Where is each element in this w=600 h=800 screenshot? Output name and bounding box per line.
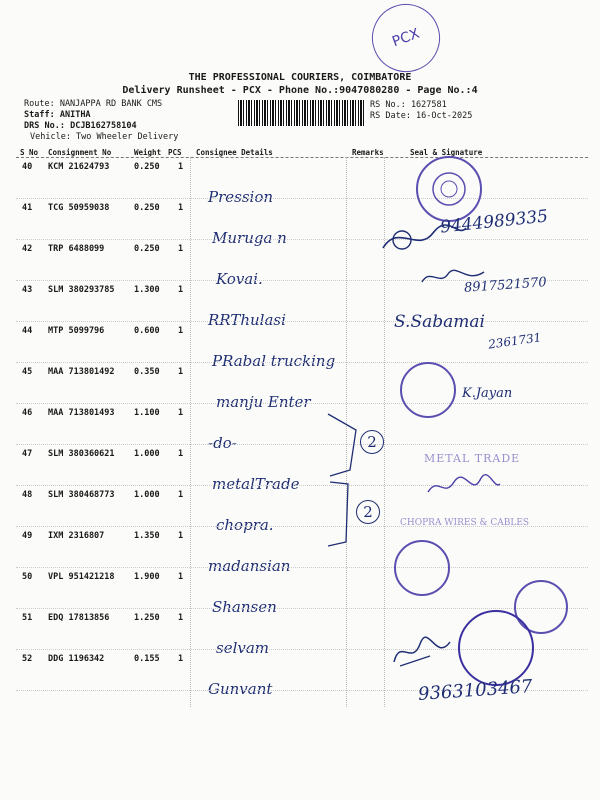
round-seal-stamp xyxy=(400,362,456,418)
phone-annotation-3: 9363103467 xyxy=(417,676,534,705)
row-pcs: 1 xyxy=(178,449,184,459)
row-sno: 51 xyxy=(22,613,33,623)
staff-name: ANITHA xyxy=(59,110,91,120)
bracket-lines xyxy=(326,410,366,560)
row-consignee-handwritten: -do- xyxy=(208,434,237,452)
row-pcs: 1 xyxy=(178,244,184,254)
row-consignment-no: IXM 2316807 xyxy=(48,531,105,541)
col-weight: Weight xyxy=(134,148,162,157)
row-pcs: 1 xyxy=(178,326,184,336)
metal-trade-stamp: METAL TRADE xyxy=(424,452,521,465)
row-weight: 1.900 xyxy=(134,572,160,582)
vehicle-text: Vehicle: Two Wheeler Delivery xyxy=(30,132,179,142)
route-text: Route: NANJAPPA RD BANK CMS xyxy=(24,99,163,109)
row-weight: 0.250 xyxy=(134,203,160,213)
signature-scribble xyxy=(378,218,468,258)
barcode xyxy=(238,100,366,126)
bracket-count-2: 2 xyxy=(356,500,380,524)
row-consignee-handwritten: Shansen xyxy=(212,598,277,616)
runsheet-subtitle: Delivery Runsheet - PCX - Phone No.:9047080280 - Page No.:4 xyxy=(122,85,478,96)
row-consignment-no: MAA 713801493 xyxy=(48,408,115,418)
round-seal-stamp xyxy=(458,610,534,686)
seal-emblem-icon xyxy=(429,169,469,209)
col-pcs: PCS xyxy=(168,148,182,157)
row-divider xyxy=(16,608,588,609)
row-weight: 0.350 xyxy=(134,367,160,377)
row-pcs: 1 xyxy=(178,490,184,500)
row-weight: 1.350 xyxy=(134,531,160,541)
row-consignee-handwritten: chopra. xyxy=(216,516,274,534)
chopra-stamp: CHOPRA WIRES & CABLES xyxy=(400,518,530,528)
row-sno: 40 xyxy=(22,162,33,172)
row-sno: 43 xyxy=(22,285,33,295)
number-annotation: 2361731 xyxy=(487,330,543,352)
row-divider xyxy=(16,198,588,199)
row-consignment-no: TRP 6488099 xyxy=(48,244,105,254)
row-pcs: 1 xyxy=(178,162,184,172)
row-divider xyxy=(16,321,588,322)
col-consignment: Consignment No xyxy=(48,148,112,157)
col-remarks: Remarks xyxy=(352,148,384,157)
sign-annotation-1: S.Sabamai xyxy=(394,312,485,332)
bracket-count-1: 2 xyxy=(360,430,384,454)
round-seal-stamp xyxy=(394,540,450,596)
row-sno: 50 xyxy=(22,572,33,582)
col-sno: S No xyxy=(20,148,39,157)
row-weight: 1.300 xyxy=(134,285,160,295)
row-consignee-handwritten: Kovai. xyxy=(216,270,263,288)
row-consignment-no: DDG 1196342 xyxy=(48,654,105,664)
row-consignment-no: EDQ 17813856 xyxy=(48,613,110,623)
row-pcs: 1 xyxy=(178,613,184,623)
drs-number: DCJB162758104 xyxy=(70,121,137,131)
row-consignment-no: SLM 380293785 xyxy=(48,285,115,295)
row-weight: 0.155 xyxy=(134,654,160,664)
drs-line xyxy=(24,121,137,132)
row-consignee-handwritten: selvam xyxy=(216,639,270,657)
row-consignment-no: SLM 380468773 xyxy=(48,490,115,500)
row-sno: 44 xyxy=(22,326,33,336)
row-consignment-no: KCM 21624793 xyxy=(48,162,110,172)
row-divider xyxy=(16,444,588,445)
row-pcs: 1 xyxy=(178,203,184,213)
row-pcs: 1 xyxy=(178,531,184,541)
row-pcs: 1 xyxy=(178,367,184,377)
row-sno: 45 xyxy=(22,367,33,377)
rs-date: RS Date: 16-Oct-2025 xyxy=(370,111,473,121)
row-weight: 1.000 xyxy=(134,490,160,500)
header-rule xyxy=(16,157,588,158)
round-seal-stamp xyxy=(416,156,482,222)
row-consignee-handwritten: RRThulasi xyxy=(208,311,286,329)
row-consignee-handwritten: PRabal trucking xyxy=(212,352,336,370)
row-sno: 47 xyxy=(22,449,33,459)
row-sno: 41 xyxy=(22,203,33,213)
row-weight: 1.250 xyxy=(134,613,160,623)
row-weight: 0.250 xyxy=(134,162,160,172)
phone-annotation-2: 8917521570 xyxy=(463,275,548,296)
row-consignee-handwritten: manju Enter xyxy=(216,393,311,411)
row-consignment-no: TCG 50959038 xyxy=(48,203,110,213)
row-pcs: 1 xyxy=(178,654,184,664)
signature-scribble xyxy=(390,632,460,672)
row-sno: 48 xyxy=(22,490,33,500)
row-divider xyxy=(16,567,588,568)
row-sno: 42 xyxy=(22,244,33,254)
pcx-stamp: PCX xyxy=(362,0,449,82)
row-divider xyxy=(16,362,588,363)
row-sno: 49 xyxy=(22,531,33,541)
row-weight: 1.100 xyxy=(134,408,160,418)
signature-scribble xyxy=(424,472,504,502)
row-pcs: 1 xyxy=(178,285,184,295)
staff-label: Staff: xyxy=(24,110,55,120)
row-divider xyxy=(16,403,588,404)
row-consignment-no: MAA 713801492 xyxy=(48,367,115,377)
company-title: THE PROFESSIONAL COURIERS, COIMBATORE xyxy=(188,72,412,83)
staff-line xyxy=(24,110,91,121)
row-pcs: 1 xyxy=(178,408,184,418)
row-consignee-handwritten: Gunvant xyxy=(208,680,273,698)
phone-annotation-1: 9444989335 xyxy=(439,206,549,238)
row-pcs: 1 xyxy=(178,572,184,582)
row-consignment-no: MTP 5099796 xyxy=(48,326,105,336)
initial-scribble xyxy=(418,266,488,288)
row-consignment-no: VPL 951421218 xyxy=(48,572,115,582)
row-consignee-handwritten: metalTrade xyxy=(212,475,300,493)
row-weight: 1.000 xyxy=(134,449,160,459)
row-weight: 0.250 xyxy=(134,244,160,254)
row-consignee-handwritten: madansian xyxy=(208,557,291,575)
drs-label: DRS No.: xyxy=(24,121,65,131)
row-sno: 52 xyxy=(22,654,33,664)
row-consignment-no: SLM 380360621 xyxy=(48,449,115,459)
row-consignee-handwritten: Muruga n xyxy=(212,229,287,247)
row-divider xyxy=(16,239,588,240)
sign-annotation-2: K.Jayan xyxy=(462,386,513,401)
col-consignee: Consignee Details xyxy=(196,148,273,157)
row-consignee-handwritten: Pression xyxy=(208,188,274,206)
col-seal: Seal & Signature xyxy=(410,148,483,157)
rs-number: RS No.: 1627581 xyxy=(370,100,447,110)
row-sno: 46 xyxy=(22,408,33,418)
row-weight: 0.600 xyxy=(134,326,160,336)
